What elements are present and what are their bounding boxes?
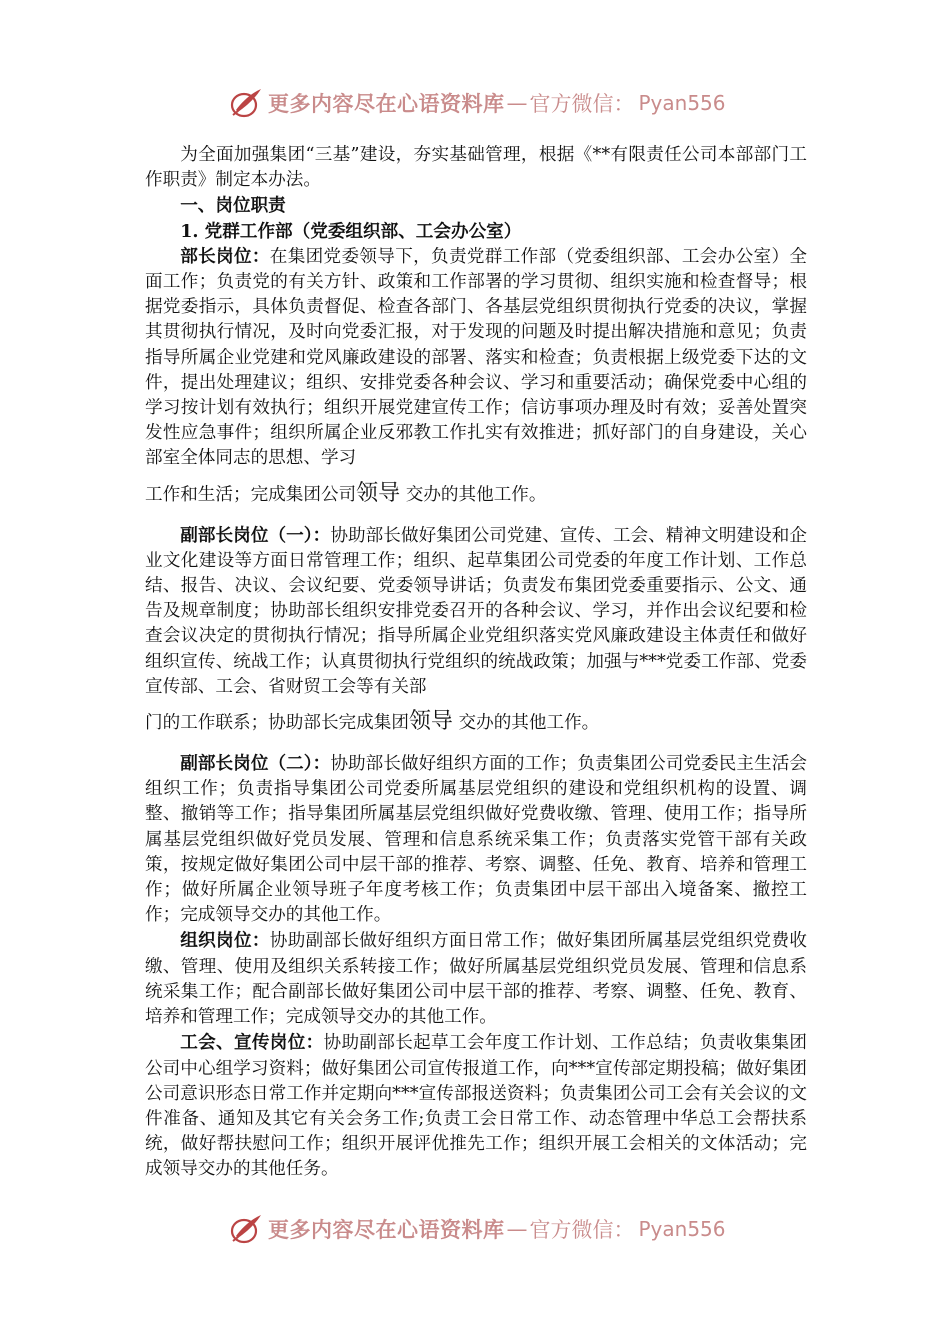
watermark-text: 更多内容尽在心语资料库 [268,1218,505,1242]
role-body: 协助副部长做好组织方面日常工作；做好集团所属基层党组织党费收缴、管理、使用及组织关系转接工作；做好所属基层党组织党员发展、管理和信息系统采集工作；配合副部长做好集团公司中层干部的推荐、考察、调整、任免、教育、培养和管理工作；完成领导交办的其他工作。 [145,931,807,1028]
role-paragraph-union-publicity [145,1030,807,1182]
role-title: 副部长岗位（二）： [180,753,331,775]
quill-logo-icon [228,86,264,120]
role-paragraph-deputy-1 [145,523,807,737]
watermark-wechat-label: 官方微信： [529,1218,635,1242]
section-heading: 一、岗位职责 [180,195,286,217]
document-body [145,143,807,1183]
watermark-wechat-id: Pyan556 [638,1217,726,1241]
role-body-tail: 门的工作联系；协助部长完成集团领导 交办的其他工作。 [145,709,600,735]
role-body: 在集团党委领导下，负责党群工作部（党委组织部、工会办公室）全面工作；负责党的有关方针、政策和工作部署的学习贯彻、组织实施和检查督导；根据党委指示，具体负责督促、检查各部门、各基层党组织贯彻执行党委的决议，掌握其贯彻执行情况，及时向党委汇报，对于发现的问题及时提出解决措施和意见；负责指导所属企业党建和党风廉政建设的部署、落实和检查；负责根据上级党委下达的文件，提出处理建议；组织、安排党委各种会议、学习和重要活动；确保党委中心组的学习按计划有效执行；组织开展党建宣传工作；信访事项办理及时有效；妥善处置突发性应急事件；组织所属企业反邪教工作扎实有效推进；抓好部门的自身建设，关心部室全体同志的思想、学习 [145,246,807,469]
quill-logo-icon [228,1212,264,1246]
role-body: 协助部长做好集团公司党建、宣传、工会、精神文明建设和企业文化建设等方面日常管理工作；组织、起草集团公司党委的年度工作计划、工作总结、报告、决议、会议纪要、党委领导讲话；负责发布集团党委重要指示、公文、通告及规章制度；协助部长组织安排党委召开的各种会议、学习，并作出会议纪要和检查会议决定的贯彻执行情况；指导所属企业党组织落实党风廉政建设主体责任和做好组织宣传、统战工作；认真贯彻执行党组织的统战政策；加强与***党委工作部、党委宣传部、工会、省财贸工会等有关部 [145,525,807,697]
watermark-dash: — [506,1217,528,1241]
watermark-wechat-label: 官方微信： [529,92,635,116]
intro-paragraph: 为全面加强集团“三基”建设，夯实基础管理，根据《**有限责任公司本部部门工作职责》制定本办法。 [145,145,807,191]
role-body: 协助部长做好组织方面的工作；负责集团公司党委民主生活会组织工作；负责指导集团公司党委所属基层党组织的建设和党组织机构的设置、调整、撤销等工作；指导集团所属基层党组织做好党费收缴、管理、使用工作；指导所属基层党组织做好党员发展、管理和信息系统采集工作；负责落实党管干部有关政策，按规定做好集团公司中层干部的推荐、考察、调整、任免、教育、培养和管理工作；做好所属企业领导班子年度考核工作；负责集团中层干部出入境备案、撤控工作；完成领导交办的其他工作。 [145,754,807,926]
watermark-wechat-id: Pyan556 [638,91,726,115]
role-body-tail: 工作和生活；完成集团公司领导 交办的其他工作。 [145,480,547,506]
role-paragraph-minister [145,244,807,509]
watermark-text: 更多内容尽在心语资料库 [268,92,505,116]
header-watermark [228,86,726,120]
role-paragraph-deputy-2 [145,751,807,928]
watermark-dash: — [506,91,528,115]
role-paragraph-organization [145,928,807,1030]
subsection-heading: 1. 党群工作部（党委组织部、工会办公室） [180,220,522,242]
role-title: 副部长岗位（一）： [180,524,331,546]
role-title: 组织岗位： [180,930,270,952]
role-title: 工会、宣传岗位： [180,1032,324,1054]
footer-watermark [228,1212,726,1246]
role-title: 部长岗位： [180,245,270,267]
role-body: 协助副部长起草工会年度工作计划、工作总结；负责收集集团公司中心组学习资料；做好集团公司宣传报道工作，向***宣传部定期投稿；做好集团公司意识形态日常工作并定期向***宣传部报送资料；负责集团公司工会有关会议的文件准备、通知及其它有关会务工作;负责工会日常工作、动态管理中华总工会帮扶系统，做好帮扶慰问工作；组织开展评优推先工作；组织开展工会相关的文体活动；完成领导交办的其他任务。 [145,1033,807,1180]
